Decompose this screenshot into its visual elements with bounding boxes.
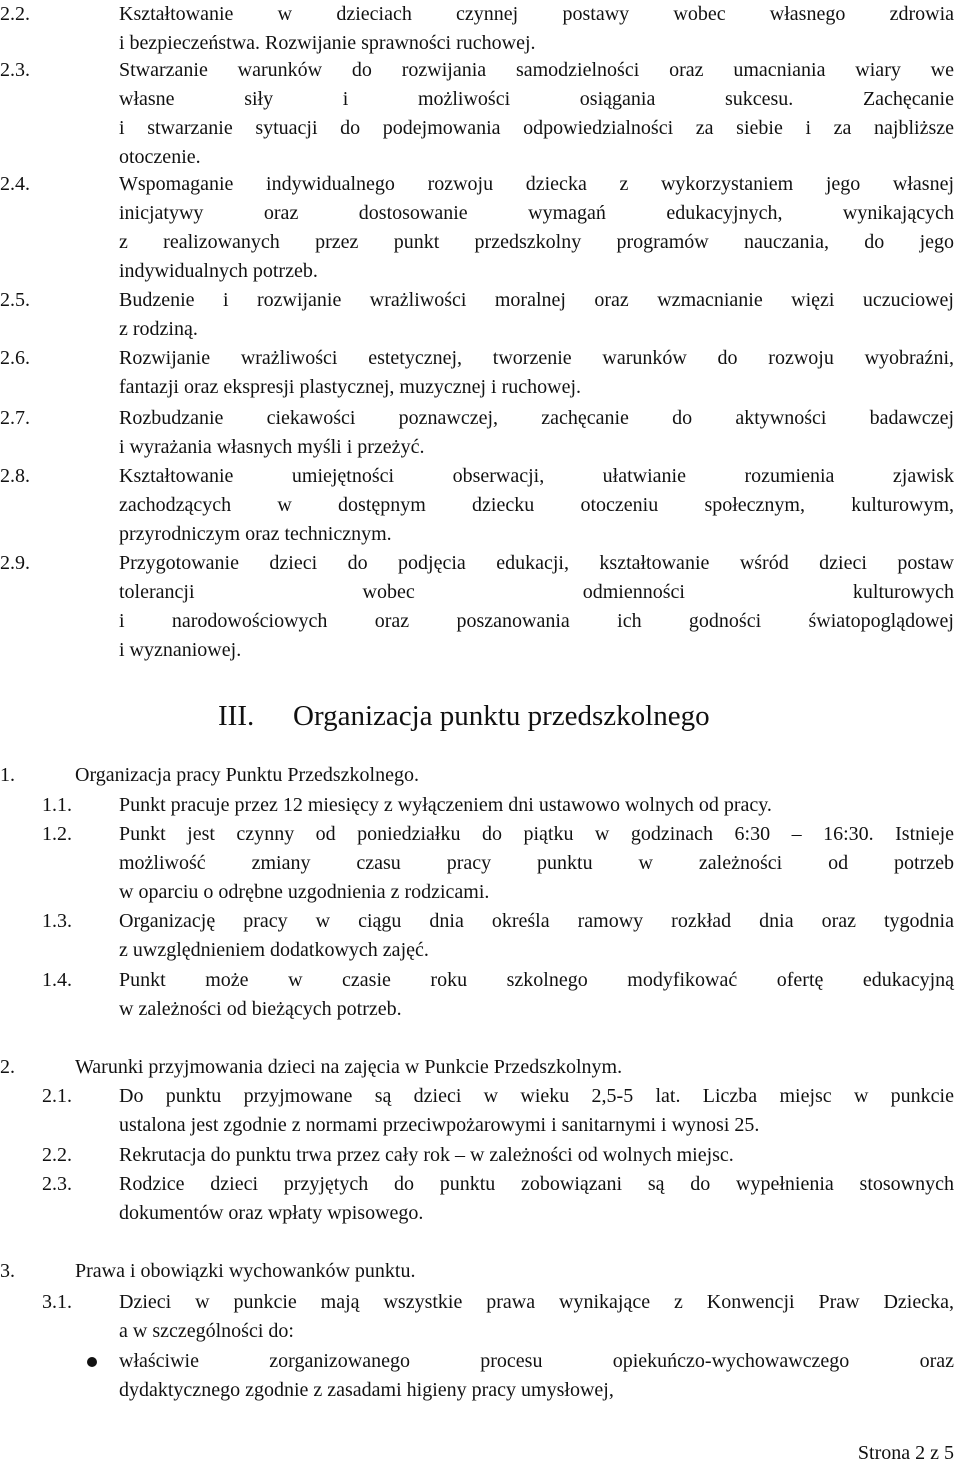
item-number: 2.9. [0,552,30,574]
item-number: 1.2. [42,823,72,845]
item-number: 2.6. [0,347,30,369]
subsection-number: 2. [0,1056,15,1078]
item-text: Kształtowanie w dzieciach czynnej postawy wobec własnego zdrowia i bezpieczeństwa. Rozwijanie sprawności ruchowej. [119,3,954,54]
section-heading [0,696,960,740]
item-number: 2.3. [0,59,30,81]
page-number: Strona 2 z 5 [857,1442,954,1464]
section-roman-numeral: III. [218,700,255,732]
item-text: Wspomaganie indywidualnego rozwoju dziecka z wykorzystaniem jego własnej inicjatywy oraz dostosowanie wymagań edukacyjnych, wynikających z realizowanych przez punkt przedszkolny programów nauczania, do jego indywidualnych potrzeb. [119,173,954,282]
subsection-title: Prawa i obowiązki wychowanków punktu. [75,1260,416,1282]
item-number: 2.8. [0,465,30,487]
item-number: 2.2. [0,3,30,25]
item-text: Rodzice dzieci przyjętych do punktu zobowiązani są do wypełnienia stosownych dokumentów oraz wpłaty wpisowego. [119,1173,954,1224]
item-number: 2.2. [42,1144,72,1166]
subsection-number: 3. [0,1260,15,1282]
item-text: Punkt pracuje przez 12 miesięcy z wyłączeniem dni ustawowo wolnych od pracy. [119,794,772,816]
item-number: 2.1. [42,1085,72,1107]
item-number: 1.4. [42,969,72,991]
item-number: 1.1. [42,794,72,816]
subsection-title: Warunki przyjmowania dzieci na zajęcia w Punkcie Przedszkolnym. [75,1056,623,1078]
item-number: 2.5. [0,289,30,311]
item-number: 1.3. [42,910,72,932]
item-text: Rozwijanie wrażliwości estetycznej, tworzenie warunków do rozwoju wyobraźni, fantazji oraz ekspresji plastycznej, muzycznej i ruchowej. [119,347,954,398]
item-text: Rekrutacja do punktu trwa przez cały rok – w zależności od wolnych miejsc. [119,1144,734,1166]
item-number: 3.1. [42,1291,72,1313]
item-number: 2.4. [0,173,30,195]
item-text: Budzenie i rozwijanie wrażliwości moralnej oraz wzmacnianie więzi uczuciowej z rodziną. [119,289,954,340]
item-text: Organizację pracy w ciągu dnia określa ramowy rozkład dnia oraz tygodnia z uwzględnieniem dodatkowych zajęć. [119,910,954,961]
item-number: 2.7. [0,407,30,429]
section-title: Organizacja punktu przedszkolnego [293,700,710,732]
item-text: Do punktu przyjmowane są dzieci w wieku 2,5-5 lat. Liczba miejsc w punkcie ustalona jest zgodnie z normami przeciwpożarowymi i sanitarnymi i wynosi 25. [119,1085,954,1136]
item-text: Stwarzanie warunków do rozwijania samodzielności oraz umacniania wiary we własne siły i możliwości osiągania sukcesu. Zachęcanie i stwarzanie sytuacji do podejmowania odpowiedzialności za siebie i za najbliższe otoczenie. [119,59,954,168]
item-text: Dzieci w punkcie mają wszystkie prawa wynikające z Konwencji Praw Dziecka, a w szczególności do: [119,1291,954,1342]
item-text: Punkt może w czasie roku szkolnego modyfikować ofertę edukacyjną w zależności od bieżących potrzeb. [119,969,954,1020]
bullet-icon [87,1357,97,1367]
item-text: Kształtowanie umiejętności obserwacji, ułatwianie rozumienia zjawisk zachodzących w dostępnym dziecku otoczeniu społecznym, kulturowym, przyrodniczym oraz technicznym. [119,465,954,545]
item-text: Punkt jest czynny od poniedziałku do piątku w godzinach 6:30 – 16:30. Istnieje możliwość zmiany czasu pracy punktu w zależności od potrzeb w oparciu o odrębne uzgodnienia z rodzicami. [119,823,954,903]
item-text: Rozbudzanie ciekawości poznawczej, zachęcanie do aktywności badawczej i wyrażania własnych myśli i przeżyć. [119,407,954,458]
item-text: właściwie zorganizowanego procesu opiekuńczo-wychowawczego oraz dydaktycznego zgodnie z zasadami higieny pracy umysłowej, [119,1350,954,1401]
subsection-number: 1. [0,764,15,786]
item-number: 2.3. [42,1173,72,1195]
item-text: Przygotowanie dzieci do podjęcia edukacji, kształtowanie wśród dzieci postaw tolerancji wobec odmienności kulturowych i narodowościowych oraz poszanowania ich godności światopoglądowej i wyznaniowej. [119,552,954,661]
subsection-title: Organizacja pracy Punktu Przedszkolnego. [75,764,419,786]
